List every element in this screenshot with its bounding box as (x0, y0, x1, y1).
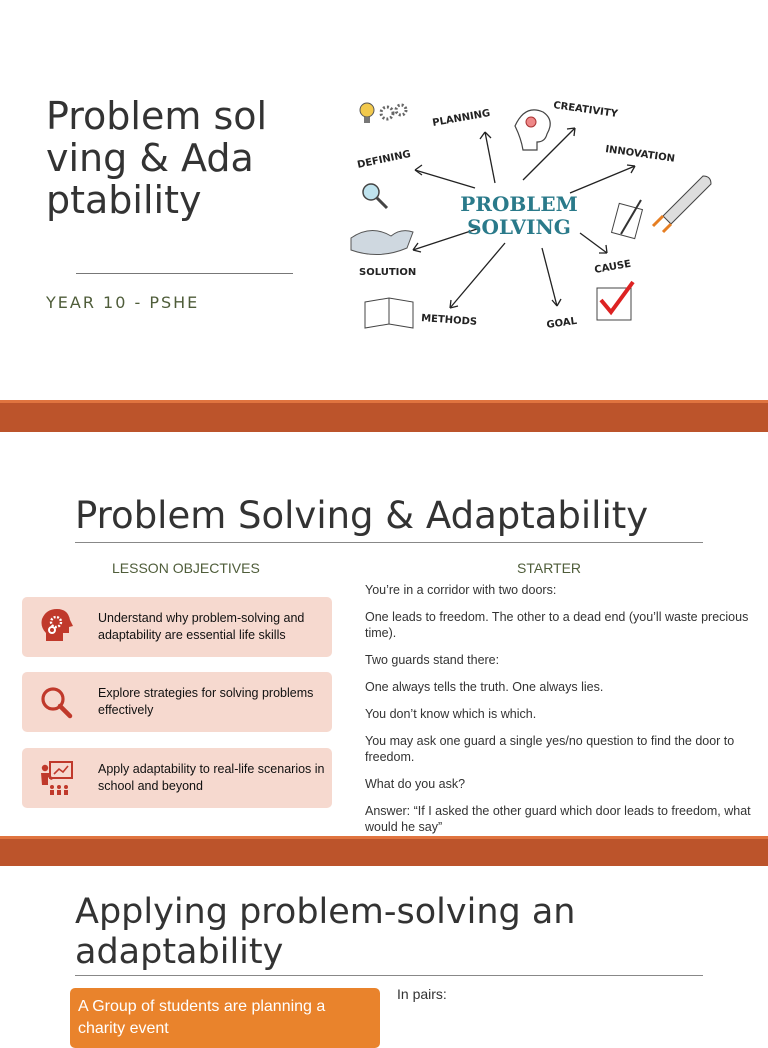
label-defining: DEFINING (356, 148, 412, 171)
objective-text: Apply adaptability to real-life scenarios in school and beyond (98, 762, 325, 793)
rocket-icon (653, 176, 711, 232)
handshake-icon (351, 230, 413, 254)
objective-text: Explore strategies for solving problems effectively (98, 686, 314, 717)
book-icon (365, 298, 413, 328)
starter-line: What do you ask? (365, 777, 466, 791)
label-solution: SOLUTION (359, 267, 417, 278)
notepad-pencil-icon (612, 200, 643, 239)
objective-card (22, 597, 332, 657)
slide-title: Problem solving & Adaptability (46, 94, 268, 222)
illustration-center-line2: SOLVING (467, 215, 571, 239)
checkmark-icon (597, 282, 633, 320)
objectives-heading: LESSON OBJECTIVES (112, 560, 260, 576)
slide-title: Problem Solving & Adaptability (75, 494, 649, 537)
starter-line: Two guards stand there: (365, 653, 500, 667)
label-goal: GOAL (545, 315, 578, 331)
magnifier-icon (38, 684, 74, 720)
objective-text: Understand why problem-solving and adaptability are essential life skills (98, 611, 305, 642)
pairs-label: In pairs: (397, 986, 447, 1002)
label-cause: CAUSE (593, 258, 632, 276)
head-brain-icon (515, 110, 550, 150)
objective-card (22, 748, 332, 808)
scenario-card (70, 988, 380, 1048)
problem-solving-illustration (345, 88, 725, 348)
magnifier-icon (363, 184, 387, 208)
starter-line: One leads to freedom. The other to a dead end (you’ll waste precious time). (365, 610, 749, 640)
slide-subtitle: YEAR 10 - PSHE (46, 293, 200, 312)
title-divider (75, 975, 703, 976)
starter-line: You may ask one guard a single yes/no question to find the door to freedom. (365, 734, 735, 764)
label-planning: PLANNING (431, 107, 492, 129)
label-innovation: INNOVATION (604, 144, 676, 165)
classroom-icon (38, 760, 74, 796)
starter-text (365, 582, 760, 846)
illustration-center-line1: PROBLEM (460, 192, 578, 216)
label-creativity: CREATIVITY (552, 100, 619, 121)
objectives-slide (0, 432, 768, 836)
starter-line: You don’t know which is which. (365, 707, 537, 721)
starter-line: Answer: “If I asked the other guard which door leads to freedom, what would he say” (365, 804, 751, 834)
head-gears-icon (38, 609, 74, 645)
title-divider (75, 542, 703, 543)
scenario-slide (0, 866, 768, 1037)
slide-separator-band (0, 400, 768, 432)
label-methods: METHODS (420, 313, 478, 328)
title-divider (76, 273, 293, 274)
title-slide (0, 0, 768, 400)
starter-line: One always tells the truth. One always lies. (365, 680, 604, 694)
slide-title: Applying problem-solving an adaptability (75, 892, 576, 972)
scenario-card-text: A Group of students are planning a charity event (78, 998, 326, 1037)
starter-line: You’re in a corridor with two doors: (365, 583, 557, 597)
objective-card (22, 672, 332, 732)
slide-separator-band (0, 836, 768, 866)
starter-heading: STARTER (517, 560, 582, 576)
lightbulb-gears-icon (360, 103, 406, 123)
